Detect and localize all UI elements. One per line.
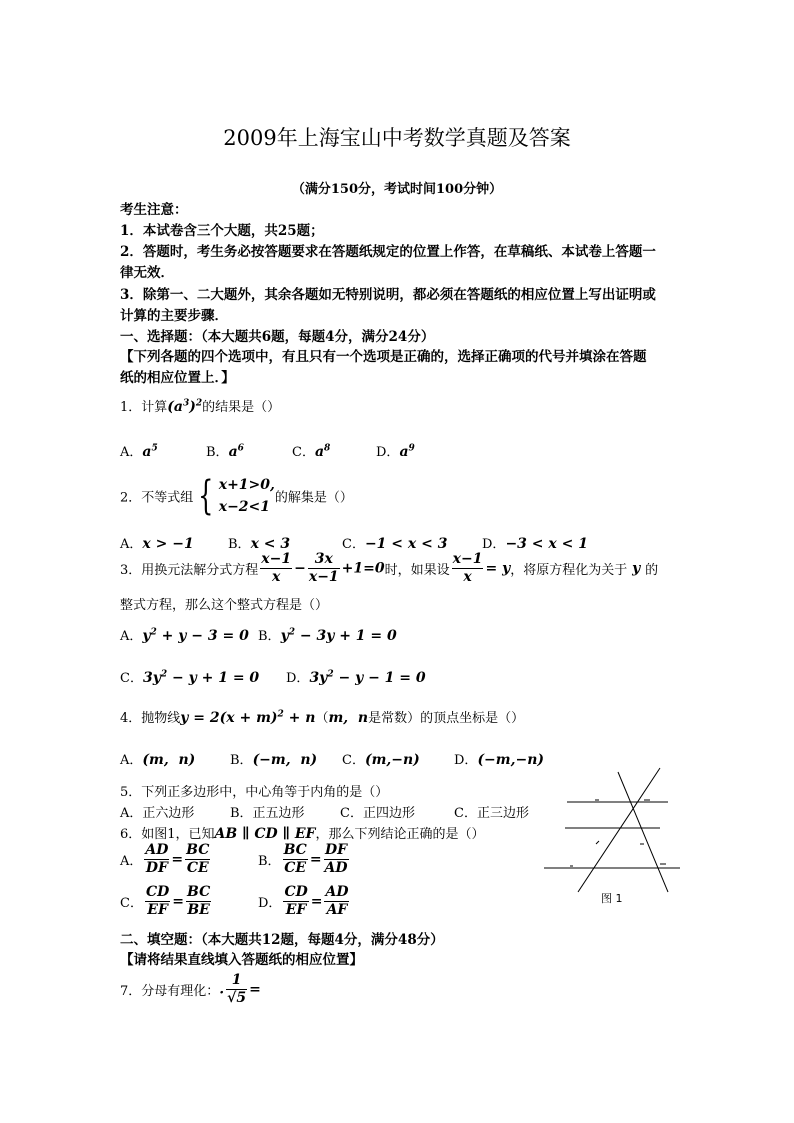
question-1: 1．计算$(a^3)^2$的结果是（） xyxy=(120,398,281,415)
question-2: 2．不等式组 { x+1>0, x−2<1的解集是（） xyxy=(120,473,353,519)
q3-options-cd: C．$3y^2 - y + 1 = 0$ D．$3y^2 - y - 1 = 0$ xyxy=(120,669,426,686)
q6-options-cd: C． $\frac{CD}{EF}$ = $\frac{BC}{BE}$ D． $\frac{CD}{EF}$ = $\frac{AD}{AF}$ xyxy=(120,884,349,918)
q4-options: A．(m, n) B．(−m, n) C．(m,−n) D．(−m,−n) xyxy=(120,752,545,768)
page-subtitle: （满分150分，考试时间100分钟） xyxy=(291,182,503,197)
q2-inequality-system: x+1>0, x−2<1 xyxy=(218,477,275,515)
section2-instruction: 【请将结果直线填入答题纸的相应位置】 xyxy=(120,952,363,968)
notice-item-2a: 2．答题时，考生务必按答题要求在答题纸规定的位置上作答，在草稿纸、本试卷上答题一 xyxy=(120,244,656,260)
section1-instruction-b: 纸的相应位置上．】 xyxy=(120,370,235,386)
q6-parallel-statement: AB ∥ CD ∥ EF xyxy=(214,826,316,842)
transversal-left xyxy=(618,772,668,892)
page-title: 2009年上海宝山中考数学真题及答案 xyxy=(223,126,571,150)
question-6: 6．如图1，已知AB ∥ CD ∥ EF，那么下列结论正确的是（） xyxy=(120,826,485,842)
transversal-right xyxy=(578,768,660,892)
question-4: 4．抛物线$y = 2(x + m)^2 + n(m$, n是常数）的顶点坐标是（） xyxy=(120,709,525,726)
question-7: 7．分母有理化：. $\frac{1}{√5}$ = xyxy=(120,972,261,1006)
figure-1 xyxy=(540,764,690,906)
notice-item-1: 1．本试卷含三个大题，共25题； xyxy=(120,223,324,239)
notice-item-3b: 计算的主要步骤． xyxy=(120,308,228,324)
q3-line-2: 整式方程，那么这个整式方程是（） xyxy=(120,598,329,613)
notice-item-3a: 3．除第一、二大题外，其余各题如无特别说明，都必须在答题纸的相应位置上写出证明或 xyxy=(120,287,656,303)
figure-1-caption: 图 1 xyxy=(601,892,623,905)
section1-heading: 一、选择题：（本大题共6题，每题4分，满分24分） xyxy=(120,329,435,345)
q6-options-ab: A． $\frac{AD}{DF}$ = $\frac{BC}{CE}$ B． $\frac{BC}{CE}$ = $\frac{DF}{AD}$ xyxy=(120,842,348,876)
question-3: 3．用换元法解分式方程 $\frac{x-1}{x}$ − $\frac{3x}{x-1}$ +1=0时，如果设 $\frac{x-1}{x}$ = y，将原方程化为关于 y 的 xyxy=(120,551,659,585)
notice-item-2b: 律无效． xyxy=(120,265,174,281)
q3-options-ab: A．$y^2 + y - 3 = 0$ B．$y^2 - 3y + 1 = 0$ xyxy=(120,627,397,644)
notice-heading: 考生注意： xyxy=(120,202,188,218)
question-5: 5．下列正多边形中，中心角等于内角的是（） xyxy=(120,785,389,800)
q2-options: A．x > −1 B．x < 3 C．−1 < x < 3 D．−3 < x < 1 xyxy=(120,536,588,552)
q1-expression: $(a^3)^2$ xyxy=(167,398,203,415)
section2-heading: 二、填空题：（本大题共12题，每题4分，满分48分） xyxy=(120,932,444,948)
q4-parabola: $y = 2(x + m)^2 + n$ xyxy=(180,709,316,726)
q5-options: A．正六边形 B．正五边形 C．正四边形 C．正三边形 xyxy=(120,806,529,821)
section1-instruction-a: 【下列各题的四个选项中，有且只有一个选项是正确的，选择正确项的代号并填涂在答题 xyxy=(120,349,647,365)
q1-options: A．$a^5$ B．$a^6$ C．$a^8$ D．$a^9$ xyxy=(120,443,415,460)
